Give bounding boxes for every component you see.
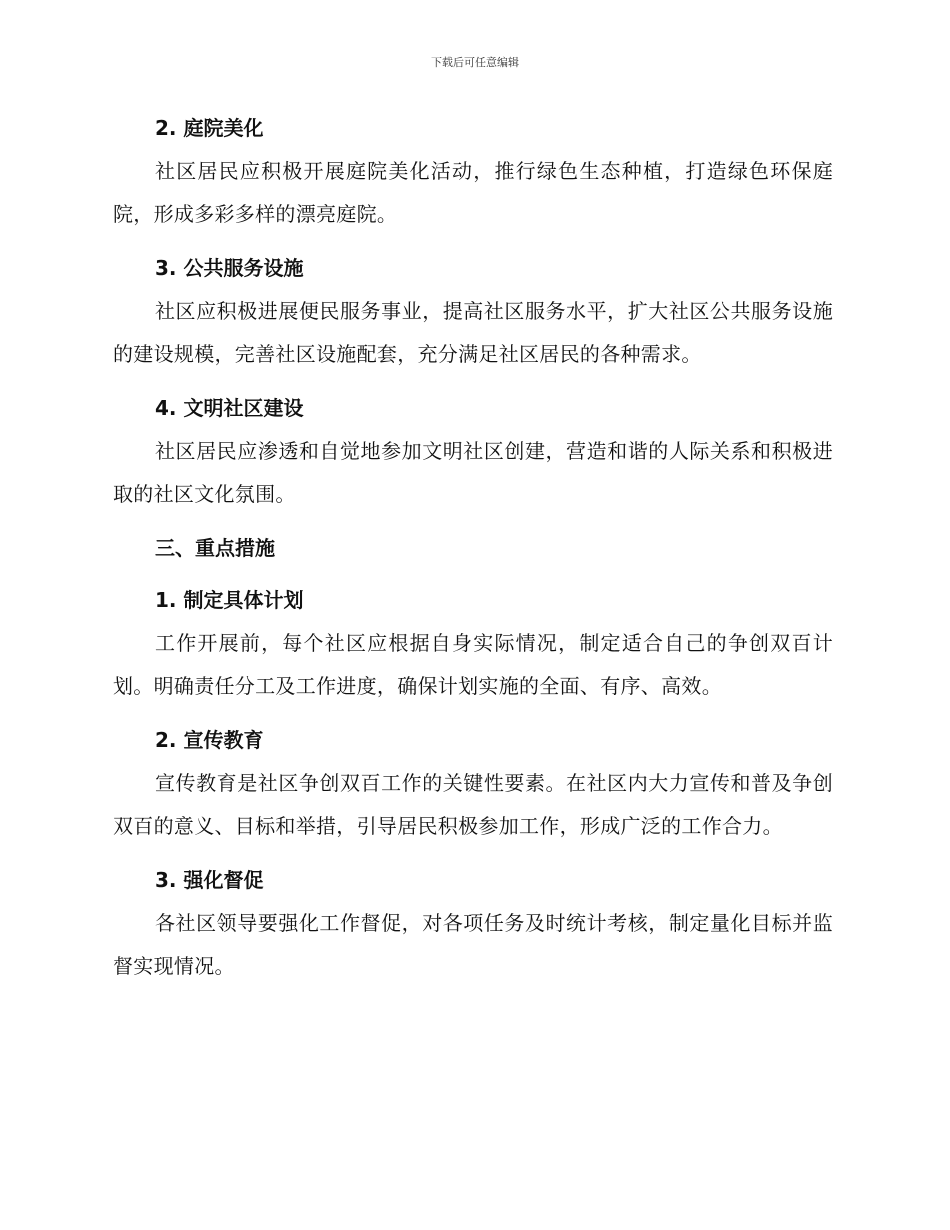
paragraph-courtyard-beautification: 社区居民应积极开展庭院美化活动，推行绿色生态种植，打造绿色环保庭院，形成多彩多样的漂亮庭院。 (113, 159, 833, 226)
document-body (113, 106, 833, 998)
heading-specific-plan: 1. 制定具体计划 (155, 588, 304, 612)
heading-courtyard-beautification: 2. 庭院美化 (155, 116, 264, 140)
paragraph-publicity-education: 宣传教育是社区争创双百工作的关键性要素。在社区内大力宣传和普及争创双百的意义、目标和举措，引导居民积极参加工作，形成广泛的工作合力。 (113, 771, 833, 838)
heading-public-service-facilities: 3. 公共服务设施 (155, 256, 304, 280)
section-title-key-measures: 三、重点措施 (155, 536, 275, 560)
heading-civilized-community: 4. 文明社区建设 (155, 396, 304, 420)
paragraph-civilized-community: 社区居民应渗透和自觉地参加文明社区创建，营造和谐的人际关系和积极进取的社区文化氛围。 (113, 439, 833, 506)
paragraph-public-service-facilities: 社区应积极进展便民服务事业，提高社区服务水平，扩大社区公共服务设施的建设规模，完善社区设施配套，充分满足社区居民的各种需求。 (113, 299, 833, 366)
heading-publicity-education: 2. 宣传教育 (155, 728, 264, 752)
paragraph-specific-plan: 工作开展前，每个社区应根据自身实际情况，制定适合自己的争创双百计划。明确责任分工及工作进度，确保计划实施的全面、有序、高效。 (113, 631, 833, 698)
heading-strengthen-supervision: 3. 强化督促 (155, 868, 264, 892)
page-header: 下载后可任意编辑 (431, 56, 519, 69)
paragraph-strengthen-supervision: 各社区领导要强化工作督促，对各项任务及时统计考核，制定量化目标并监督实现情况。 (113, 911, 833, 978)
